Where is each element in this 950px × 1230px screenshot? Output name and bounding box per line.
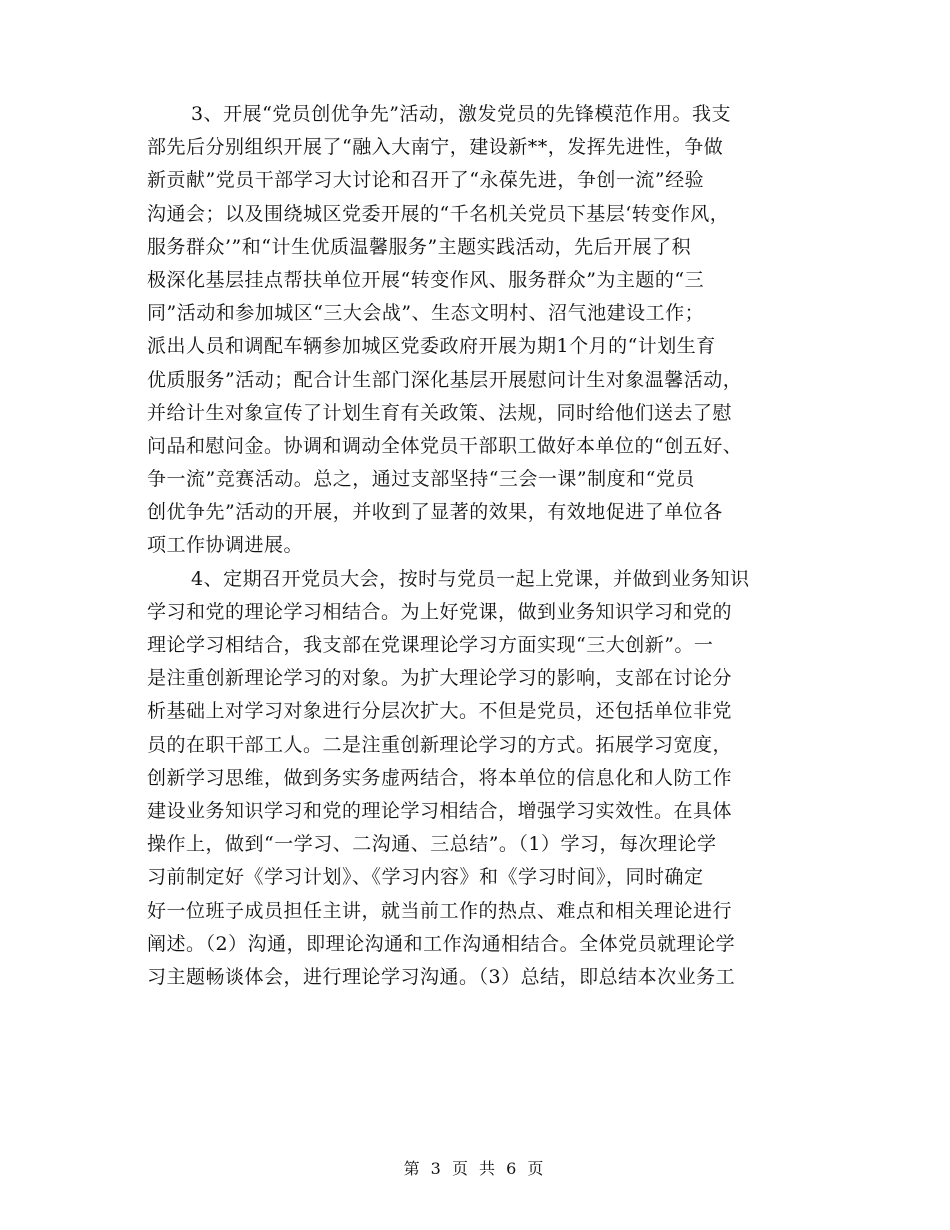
text-line: 同”活动和参加城区“三大会战”、生态文明村、沼气池建设工作；	[147, 302, 705, 325]
page-number: 第 3 页 共 6 页	[403, 1159, 547, 1178]
paragraph-3	[147, 98, 807, 563]
text-line: 阐述。（2）沟通，即理论沟通和工作沟通相结合。全体党员就理论学	[147, 932, 736, 955]
text-line: 部先后分别组织开展了“融入大南宁，建设新**，发挥先进性，争做	[147, 136, 724, 159]
document-body	[147, 98, 807, 994]
text-line: 派出人员和调配车辆参加城区党委政府开展为期1个月的“计划生育	[147, 335, 716, 358]
text-line: 新贡献”党员干部学习大讨论和召开了“永葆先进，争创一流”经验	[147, 169, 705, 192]
text-line: 是注重创新理论学习的对象。为扩大理论学习的影响，支部在讨论分	[147, 667, 733, 690]
text-line: 创优争先”活动的开展，并收到了显著的效果，有效地促进了单位各	[147, 501, 723, 524]
text-line: 4、定期召开党员大会，按时与党员一起上党课，并做到业务知识	[191, 567, 750, 590]
text-line: 项工作协调进展。	[147, 534, 304, 557]
text-line: 创新学习思维，做到务实务虚两结合，将本单位的信息化和人防工作	[147, 766, 733, 789]
text-line: 习主题畅谈体会，进行理论学习沟通。（3）总结，即总结本次业务工	[147, 965, 736, 988]
text-line: 争一流”竞赛活动。总之，通过支部坚持“三会一课”制度和“党员	[147, 468, 695, 491]
text-line: 学习和党的理论学习相结合。为上好党课，做到业务知识学习和党的	[147, 600, 733, 623]
text-line: 服务群众’”和“计生优质温馨服务”主题实践活动，先后开展了积	[147, 235, 692, 258]
text-line: 问品和慰问金。协调和调动全体党员干部职工做好本单位的“创五好、	[147, 434, 743, 457]
text-line: 并给计生对象宣传了计划生育有关政策、法规，同时给他们送去了慰	[147, 401, 733, 424]
text-line: 员的在职干部工人。二是注重创新理论学习的方式。拓展学习宽度，	[147, 733, 733, 756]
text-line: 极深化基层挂点帮扶单位开展“转变作风、服务群众”为主题的“三	[147, 268, 705, 291]
text-line: 理论学习相结合，我支部在党课理论学习方面实现“三大创新”。一	[147, 634, 714, 656]
text-line: 操作上，做到“一学习、二沟通、三总结”。（1）学习，每次理论学	[147, 833, 717, 856]
text-line: 建设业务知识学习和党的理论学习相结合，增强学习实效性。在具体	[147, 799, 733, 822]
text-line: 沟通会；以及围绕城区党委开展的“千名机关党员下基层‘转变作风，	[147, 202, 730, 225]
text-line: 好一位班子成员担任主讲，就当前工作的热点、难点和相关理论进行	[147, 899, 733, 922]
text-line: 3、开展“党员创优争先”活动，激发党员的先锋模范作用。我支	[191, 103, 732, 125]
text-line: 析基础上对学习对象进行分层次扩大。不但是党员，还包括单位非党	[147, 700, 733, 723]
text-line: 优质服务”活动；配合计生部门深化基层开展慰问计生对象温馨活动，	[147, 368, 743, 391]
text-line: 习前制定好《学习计划》、《学习内容》和《学习时间》，同时确定	[147, 866, 704, 889]
paragraph-4	[147, 563, 807, 994]
